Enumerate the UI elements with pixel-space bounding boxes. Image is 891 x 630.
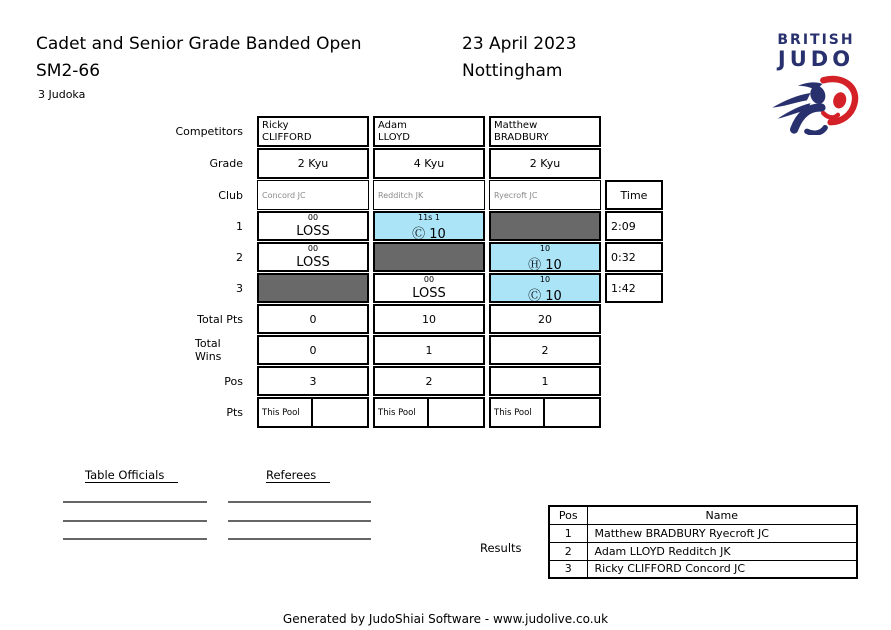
table-officials-heading: Table Officials (85, 468, 178, 483)
total-wins-cell: 2 (489, 335, 601, 365)
row-label-pts: Pts (226, 406, 243, 419)
total-wins-cell: 0 (257, 335, 369, 365)
event-location: Nottingham (462, 61, 563, 81)
referees-heading: Referees (266, 468, 330, 483)
event-date: 23 April 2023 (462, 34, 577, 54)
match-score-small: 00 (423, 275, 435, 284)
row-label-grade: Grade (209, 157, 243, 170)
category-code: SM2-66 (36, 61, 101, 81)
row-label-total-wins: Total Wins (195, 337, 222, 363)
result-name: Adam LLOYD Redditch JK (587, 542, 857, 560)
pos-cell: 1 (489, 366, 601, 396)
event-date-location (462, 31, 577, 85)
result-pos: 3 (549, 560, 587, 578)
match-cell-blocked (257, 273, 369, 303)
result-pos: 2 (549, 542, 587, 560)
club-cell: Ryecroft JC (489, 180, 601, 210)
results-header-pos: Pos (549, 506, 587, 524)
pts-empty-box (429, 399, 483, 426)
match-result: Ⓗ 10 (528, 258, 562, 273)
event-title-line1: Cadet and Senior Grade Banded Open (36, 34, 362, 54)
match-time: 1:42 (605, 273, 663, 303)
results-table (548, 505, 858, 579)
table-row (549, 542, 857, 560)
competitor-last-name: BRADBURY (494, 132, 549, 143)
row-label-competitors: Competitors (175, 125, 243, 138)
row-label-match-1: 1 (236, 219, 243, 233)
signature-line (228, 538, 371, 540)
grade-cell: 4 Kyu (373, 148, 485, 179)
pts-this-pool-label: This Pool (259, 399, 313, 426)
match-score-small: 00 (307, 213, 319, 222)
logo-text-british: BRITISH (777, 32, 855, 48)
result-name: Ricky CLIFFORD Concord JC (587, 560, 857, 578)
pts-cell (489, 397, 601, 428)
row-label-club: Club (218, 188, 243, 202)
pts-empty-box (313, 399, 367, 426)
generator-credit: Generated by JudoShiai Software - www.judolive.co.uk (282, 612, 609, 626)
time-column-header: Time (605, 180, 663, 210)
pts-cell (257, 397, 369, 428)
pos-cell: 2 (373, 366, 485, 396)
match-result: Ⓒ 10 (412, 227, 446, 242)
match-result: LOSS (296, 254, 330, 270)
results-label: Results (480, 541, 522, 555)
table-row (549, 560, 857, 578)
match-cell-loss (257, 211, 369, 241)
signature-line (63, 501, 207, 503)
pts-cell (373, 397, 485, 428)
grade-cell: 2 Kyu (257, 148, 369, 179)
competitor-first-name: Adam (378, 120, 407, 131)
competitor-cell (257, 116, 369, 147)
competitor-cell (373, 116, 485, 147)
british-judo-figure-icon (770, 73, 862, 135)
match-result: LOSS (412, 285, 446, 301)
grade-cell: 2 Kyu (489, 148, 601, 179)
match-cell-blocked (373, 242, 485, 272)
match-score-small: 10 (539, 275, 551, 284)
match-result: LOSS (296, 223, 330, 239)
match-score-small: 10 (539, 244, 551, 253)
pts-this-pool-label: This Pool (375, 399, 429, 426)
match-score-small: 11s 1 (418, 213, 440, 222)
total-wins-cell: 1 (373, 335, 485, 365)
row-label-pos: Pos (224, 374, 243, 388)
signature-line (228, 520, 371, 522)
match-result: Ⓒ 10 (528, 289, 562, 304)
competitor-last-name: LLOYD (378, 132, 410, 143)
competitor-last-name: CLIFFORD (262, 132, 312, 143)
result-name: Matthew BRADBURY Ryecroft JC (587, 524, 857, 542)
total-pts-cell: 0 (257, 304, 369, 334)
match-cell-blocked (489, 211, 601, 241)
signature-line (63, 538, 207, 540)
total-pts-cell: 10 (373, 304, 485, 334)
total-pts-cell: 20 (489, 304, 601, 334)
competitor-first-name: Matthew (494, 120, 538, 131)
match-cell-loss (373, 273, 485, 303)
results-header-row (549, 506, 857, 524)
row-label-match-2: 2 (236, 250, 243, 264)
logo-text-judo: JUDO (777, 47, 855, 71)
competitor-cell (489, 116, 601, 147)
match-time: 2:09 (605, 211, 663, 241)
judoka-count: 3 Judoka (38, 88, 86, 101)
pts-empty-box (545, 399, 599, 426)
pts-this-pool-label: This Pool (491, 399, 545, 426)
pos-cell: 3 (257, 366, 369, 396)
table-row (549, 524, 857, 542)
competitor-first-name: Ricky (262, 120, 289, 131)
pool-table (175, 116, 663, 428)
club-cell: Concord JC (257, 180, 369, 210)
match-cell-win (489, 242, 601, 272)
result-pos: 1 (549, 524, 587, 542)
signature-line (63, 520, 207, 522)
row-label-total-pts: Total Pts (197, 312, 243, 326)
signature-line (228, 501, 371, 503)
results-header-name: Name (587, 506, 857, 524)
match-cell-loss (257, 242, 369, 272)
british-judo-logo (766, 32, 866, 139)
match-score-small: 00 (307, 244, 319, 253)
row-label-match-3: 3 (236, 281, 243, 295)
match-time: 0:32 (605, 242, 663, 272)
match-cell-win (373, 211, 485, 241)
match-cell-win (489, 273, 601, 303)
club-cell: Redditch JK (373, 180, 485, 210)
event-title (36, 31, 361, 85)
